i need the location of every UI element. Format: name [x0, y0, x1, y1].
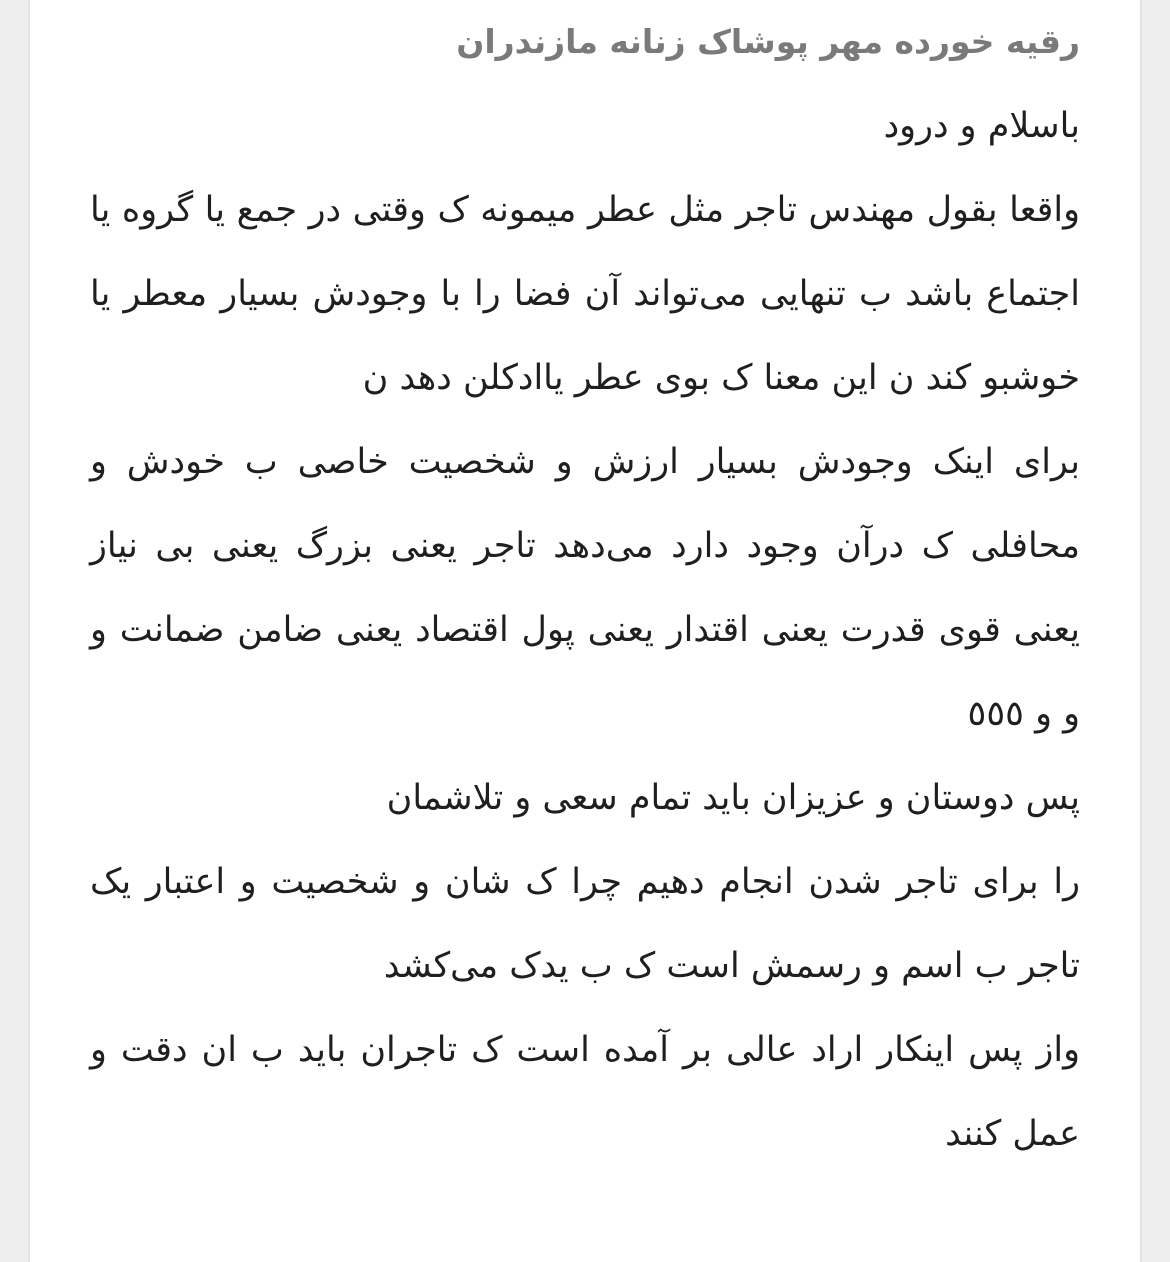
comment-line-greeting: باسلام و درود	[883, 106, 1080, 146]
comment-paragraph-effort: را برای تاجر شدن انجام دهیم چرا ک شان و شخصیت و اعتبار یک تاجر ب اسم و رسمش است ک ب یدک می‌کشد	[90, 862, 1080, 986]
comment-card	[30, 0, 1140, 1262]
comment-paragraph-perfume: واقعا بقول مهندس تاجر مثل عطر میمونه ک وقتی در جمع یا گروه یا اجتماع باشد ب تنهایی می‌تواند آن فضا را با وجودش بسیار معطر یا خوشبو کند ن این معنا ک بوی عطر یاادکلن دهد ن	[90, 190, 1080, 398]
comment-author: رقیه خورده مهر پوشاک زنانه مازندران	[456, 22, 1080, 61]
comment-line-friends: پس دوستان و عزیزان باید تمام سعی و تلاشمان	[386, 778, 1080, 818]
comment-paragraph-conclusion: واز پس اینکار اراد عالی بر آمده است ک تاجران باید ب ان دقت و عمل کنند	[90, 1030, 1080, 1154]
comment-paragraph-value: برای اینک وجودش بسیار ارزش و شخصیت خاصی ب خودش و محافلی ک درآن وجود دارد می‌دهد تاجر یعنی بزرگ یعنی بی نیاز یعنی قوی قدرت یعنی اقتدار یعنی پول اقتصاد یعنی ضامن ضمانت و و و ٥٥٥	[90, 442, 1080, 734]
card-right-edge	[1140, 0, 1142, 1262]
